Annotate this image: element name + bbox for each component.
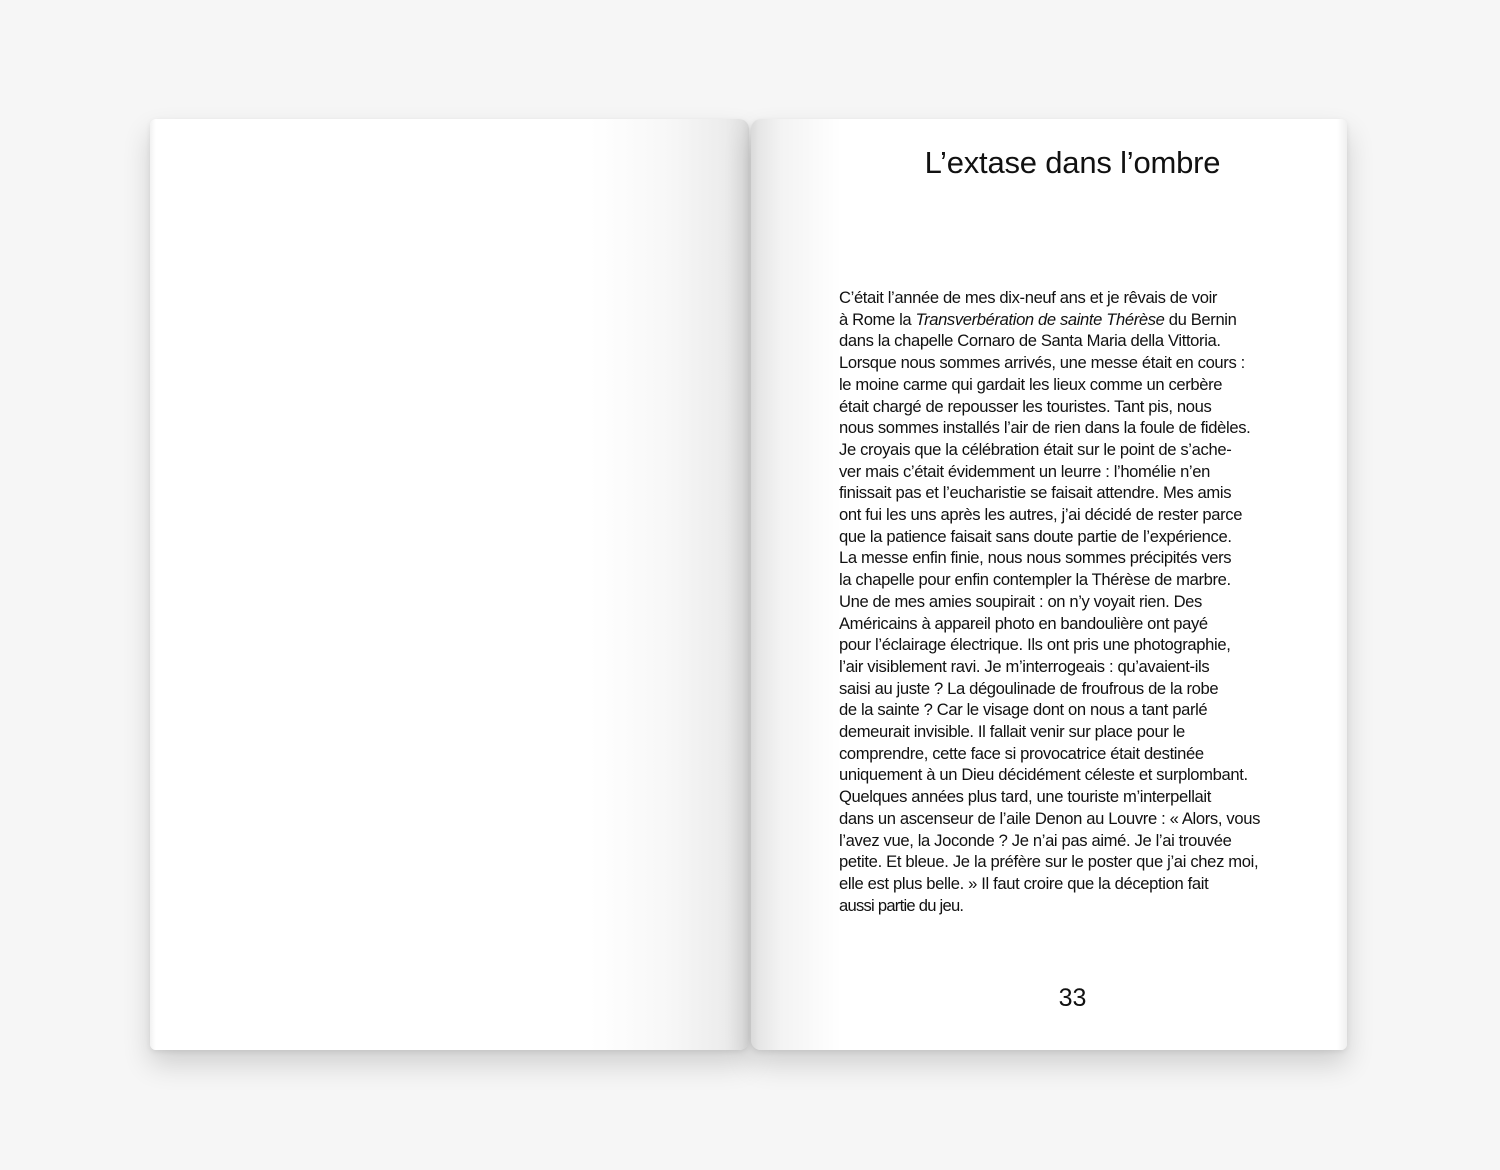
text-line: comprendre, cette face si provocatrice était destinée <box>839 743 1204 763</box>
left-page <box>150 119 749 1050</box>
text-line: nous sommes installés l’air de rien dans la foule de fidèles. <box>839 418 1251 438</box>
text-line: était chargé de repousser les touristes. Tant pis, nous <box>839 396 1212 416</box>
text-line: l’air visiblement ravi. Je m’interrogeais : qu’avaient-ils <box>839 656 1210 676</box>
text-line: saisi au juste ? La dégoulinade de froufrous de la robe <box>839 678 1219 698</box>
text-line: le moine carme qui gardait les lieux comme un cerbère <box>839 374 1223 394</box>
text-line: pour l’éclairage électrique. Ils ont pris une photographie, <box>839 635 1231 655</box>
text-line: ont fui les uns après les autres, j’ai décidé de rester parce <box>839 505 1243 525</box>
text-line: uniquement à un Dieu décidément céleste et surplombant. <box>839 765 1248 785</box>
artwork-title: Transverbération de sainte Thérèse <box>915 309 1165 329</box>
text-line: Lorsque nous sommes arrivés, une messe était en cours : <box>839 353 1245 373</box>
text-line: C’était l’année de mes dix-neuf ans et je rêvais de voir <box>839 288 1218 307</box>
text-line: de la sainte ? Car le visage dont on nous a tant parlé <box>839 700 1208 720</box>
text-line: la chapelle pour enfin contempler la Thérèse de marbre. <box>839 570 1231 590</box>
text-line-part: du Bernin <box>1168 309 1237 329</box>
text-line: l’avez vue, la Joconde ? Je n’ai pas aimé. Je l’ai trouvée <box>839 830 1232 850</box>
book-spread <box>150 119 1347 1050</box>
chapter-title: L’extase dans l’ombre <box>924 145 1221 180</box>
text-line-part: à Rome la <box>839 309 912 329</box>
page-number: 33 <box>1058 984 1087 1012</box>
body-paragraph <box>839 287 1319 916</box>
text-line: La messe enfin finie, nous nous sommes précipités vers <box>839 548 1232 568</box>
text-line: Une de mes amies soupirait : on n’y voyait rien. Des <box>839 591 1202 611</box>
text-line: Je croyais que la célébration était sur le point de s’ache- <box>839 439 1232 459</box>
text-line: dans la chapelle Cornaro de Santa Maria della Vittoria. <box>839 331 1221 351</box>
text-line <box>839 309 1319 331</box>
text-line: petite. Et bleue. Je la préfère sur le poster que j’ai chez moi, <box>839 852 1259 872</box>
text-line: Américains à appareil photo en bandoulière ont payé <box>839 613 1208 633</box>
text-line: Quelques années plus tard, une touriste m’interpellait <box>839 787 1211 807</box>
text-line: ver mais c’était évidemment un leurre : l’homélie n’en <box>839 461 1210 481</box>
text-line: aussi partie du jeu. <box>839 895 964 915</box>
right-page <box>751 119 1347 1050</box>
text-line: dans un ascenseur de l’aile Denon au Louvre : « Alors, vous <box>839 808 1261 828</box>
text-line: finissait pas et l’eucharistie se faisait attendre. Mes amis <box>839 483 1232 503</box>
text-line: elle est plus belle. » Il faut croire que la déception fait <box>839 873 1209 893</box>
text-line: que la patience faisait sans doute partie de l’expérience. <box>839 526 1232 546</box>
text-line: demeurait invisible. Il fallait venir sur place pour le <box>839 722 1185 742</box>
